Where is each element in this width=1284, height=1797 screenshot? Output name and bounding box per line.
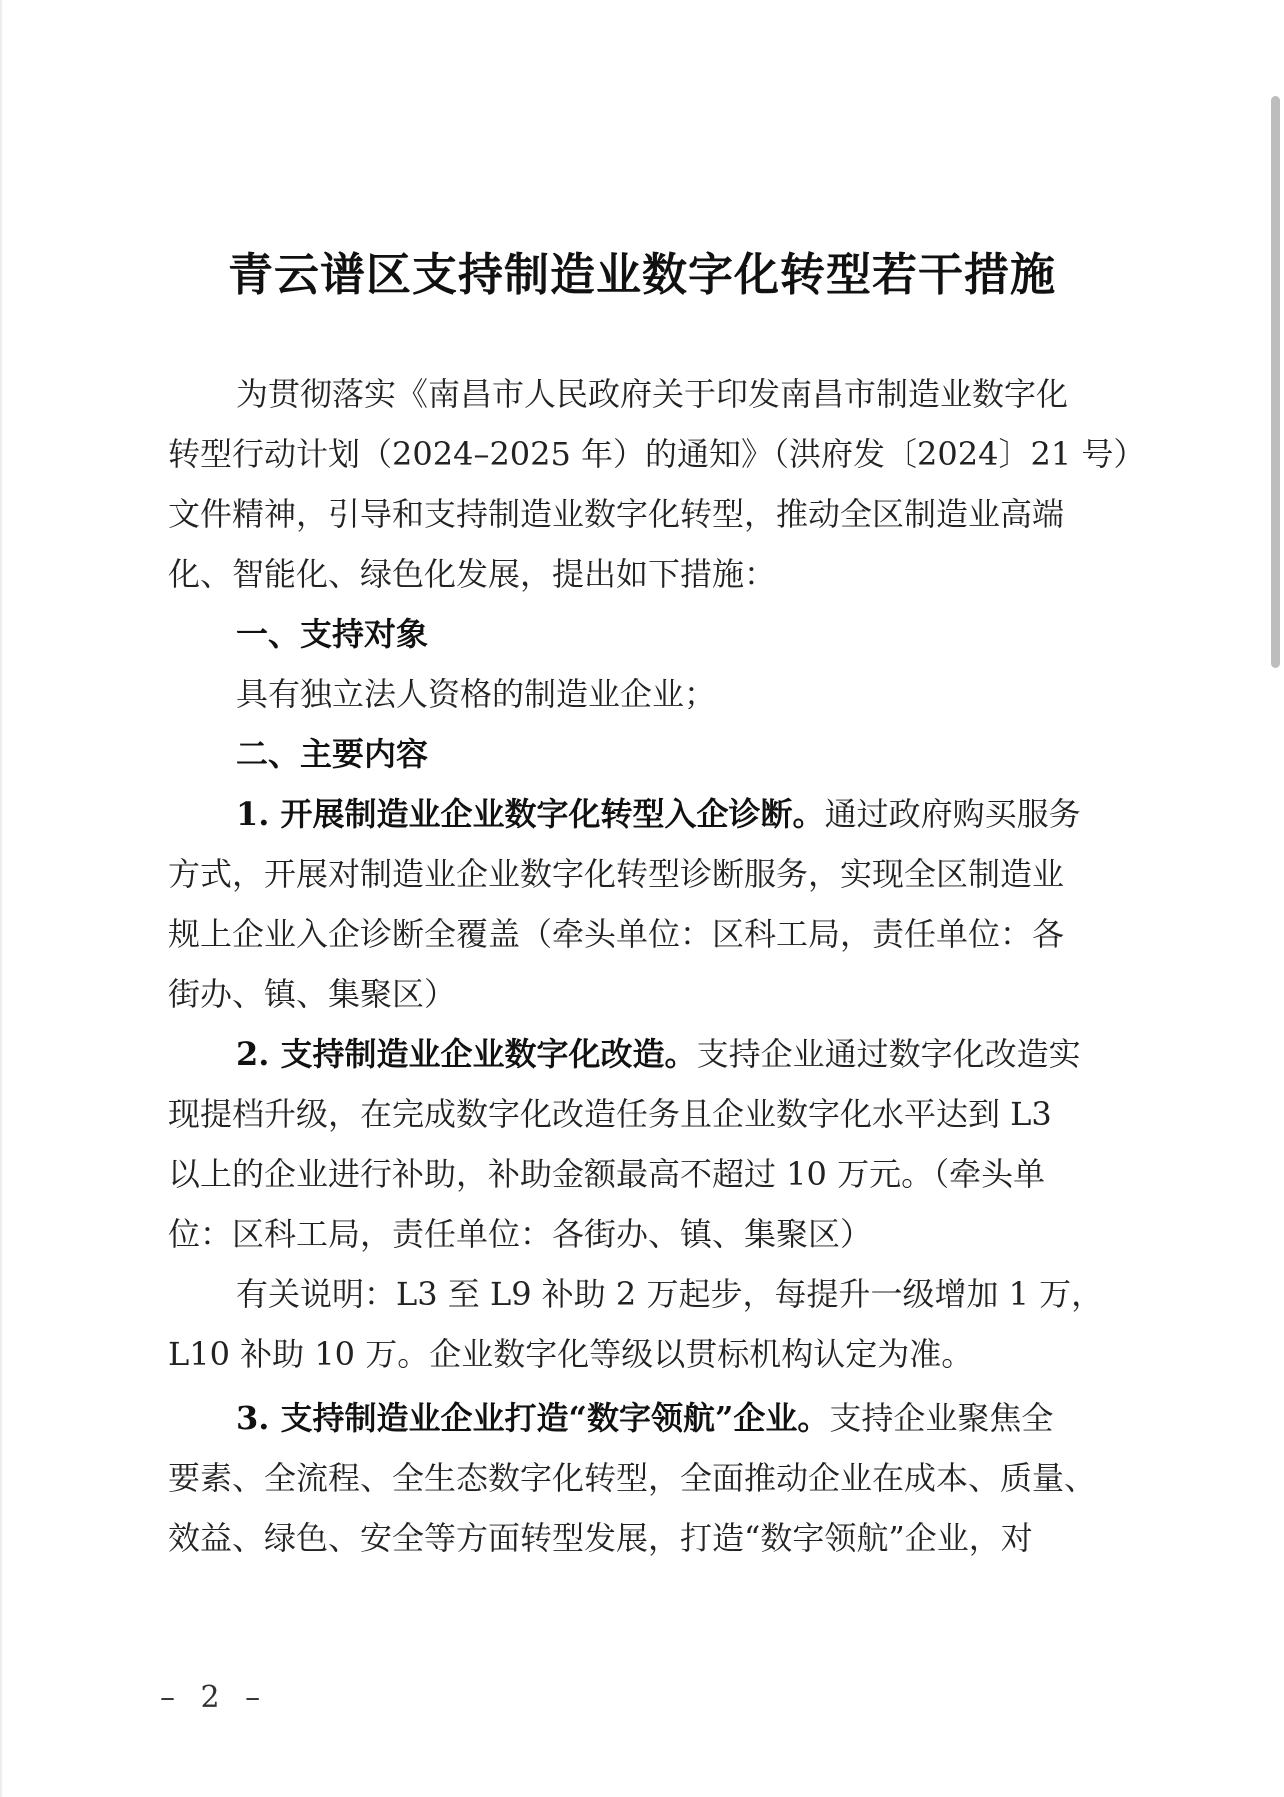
item-3-lead: 3. 支持制造业企业打造“数字领航”企业。 xyxy=(236,1399,830,1437)
item-2-first-rest: 支持企业通过数字化改造实 xyxy=(696,1035,1081,1073)
item-2-first-line xyxy=(236,1024,1116,1084)
intro-line-4: 化、智能化、绿色化发展，提出如下措施： xyxy=(168,555,777,593)
item-2-line: 以上的企业进行补助，补助金额最高不超过 10 万元。（牵头单 xyxy=(168,1155,1046,1193)
item-1-lead: 1. 开展制造业企业数字化转型入企诊断。 xyxy=(236,795,825,833)
item-3-line: 要素、全流程、全生态数字化转型，全面推动企业在成本、质量、 xyxy=(168,1459,1097,1497)
intro-line-3: 文件精神，引导和支持制造业数字化转型，推动全区制造业高端 xyxy=(168,495,1065,533)
item-1-first-rest: 通过政府购买服务 xyxy=(824,795,1081,833)
item-2-lead: 2. 支持制造业企业数字化改造。 xyxy=(236,1035,697,1073)
scrollbar-thumb[interactable] xyxy=(1271,96,1280,668)
section-heading-2: 二、主要内容 xyxy=(236,735,429,773)
item-3-first-line xyxy=(236,1388,1116,1448)
page-number: – 2 – xyxy=(160,1680,269,1715)
intro-line-1: 为贯彻落实《南昌市人民政府关于印发南昌市制造业数字化 xyxy=(236,375,1069,413)
item-3-first-rest: 支持企业聚焦全 xyxy=(829,1399,1054,1437)
item-2-line: 现提档升级，在完成数字化改造任务且企业数字化水平达到 L3 xyxy=(168,1095,1052,1133)
item-1-line: 规上企业入企诊断全覆盖（牵头单位：区科工局，责任单位：各 xyxy=(168,915,1065,953)
note-line-2: L10 补助 10 万。企业数字化等级以贯标机构认定为准。 xyxy=(168,1335,974,1373)
item-1-line: 街办、镇、集聚区） xyxy=(168,975,457,1013)
item-3-line: 效益、绿色、安全等方面转型发展，打造“数字领航”企业，对 xyxy=(168,1519,1033,1557)
item-1-first-line xyxy=(236,784,1116,844)
note-line-1: 有关说明：L3 至 L9 补助 2 万起步，每提升一级增加 1 万， xyxy=(236,1275,1104,1313)
document-title: 青云谱区支持制造业数字化转型若干措施 xyxy=(227,248,1056,301)
intro-line-2: 转型行动计划（2024–2025 年）的通知》（洪府发〔2024〕21 号） xyxy=(168,435,1146,473)
section-1-text: 具有独立法人资格的制造业企业； xyxy=(236,675,717,713)
item-2-line: 位：区科工局，责任单位：各街办、镇、集聚区） xyxy=(168,1215,873,1253)
item-1-line: 方式，开展对制造业企业数字化转型诊断服务，实现全区制造业 xyxy=(168,855,1065,893)
section-heading-1: 一、支持对象 xyxy=(236,615,429,653)
